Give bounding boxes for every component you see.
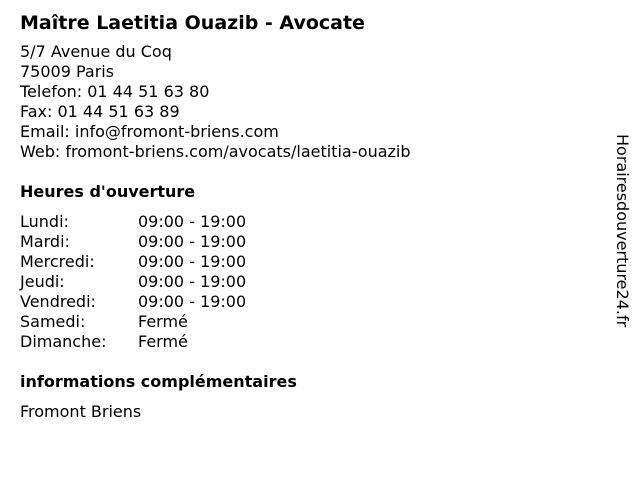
fax-number: Fax: 01 44 51 63 89 xyxy=(20,102,180,121)
site-watermark: Horairesdouverture24.fr xyxy=(613,134,632,328)
hours-row-mardi xyxy=(20,232,600,252)
hours-day: Samedi: xyxy=(20,312,86,331)
hours-time: 09:00 - 19:00 xyxy=(138,292,247,311)
hours-day: Mardi: xyxy=(20,232,70,251)
hours-day: Mercredi: xyxy=(20,252,95,271)
opening-hours-list xyxy=(20,212,600,352)
hours-row-mercredi xyxy=(20,252,600,272)
additional-info-text: Fromont Briens xyxy=(20,402,142,421)
hours-time: Fermé xyxy=(138,332,188,351)
address-city: 75009 Paris xyxy=(20,62,115,81)
hours-row-vendredi xyxy=(20,292,600,312)
hours-day: Dimanche: xyxy=(20,332,107,351)
hours-time: Fermé xyxy=(138,312,188,331)
business-name: Maître Laetitia Ouazib - Avocate xyxy=(20,12,365,34)
business-card xyxy=(20,10,600,422)
hours-row-samedi xyxy=(20,312,600,332)
hours-time: 09:00 - 19:00 xyxy=(138,252,247,271)
hours-time: 09:00 - 19:00 xyxy=(138,212,247,231)
hours-time: 09:00 - 19:00 xyxy=(138,272,247,291)
opening-hours-heading: Heures d'ouverture xyxy=(20,182,196,201)
email-address: Email: info@fromont-briens.com xyxy=(20,122,279,141)
hours-day: Vendredi: xyxy=(20,292,96,311)
hours-row-jeudi xyxy=(20,272,600,292)
address-street: 5/7 Avenue du Coq xyxy=(20,42,172,61)
hours-row-dimanche xyxy=(20,332,600,352)
hours-row-lundi xyxy=(20,212,600,232)
additional-info-heading: informations complémentaires xyxy=(20,372,297,391)
hours-time: 09:00 - 19:00 xyxy=(138,232,247,251)
hours-day: Lundi: xyxy=(20,212,69,231)
website-url: Web: fromont-briens.com/avocats/laetitia-ouazib xyxy=(20,142,411,161)
phone-number: Telefon: 01 44 51 63 80 xyxy=(20,82,210,101)
hours-day: Jeudi: xyxy=(20,272,65,291)
